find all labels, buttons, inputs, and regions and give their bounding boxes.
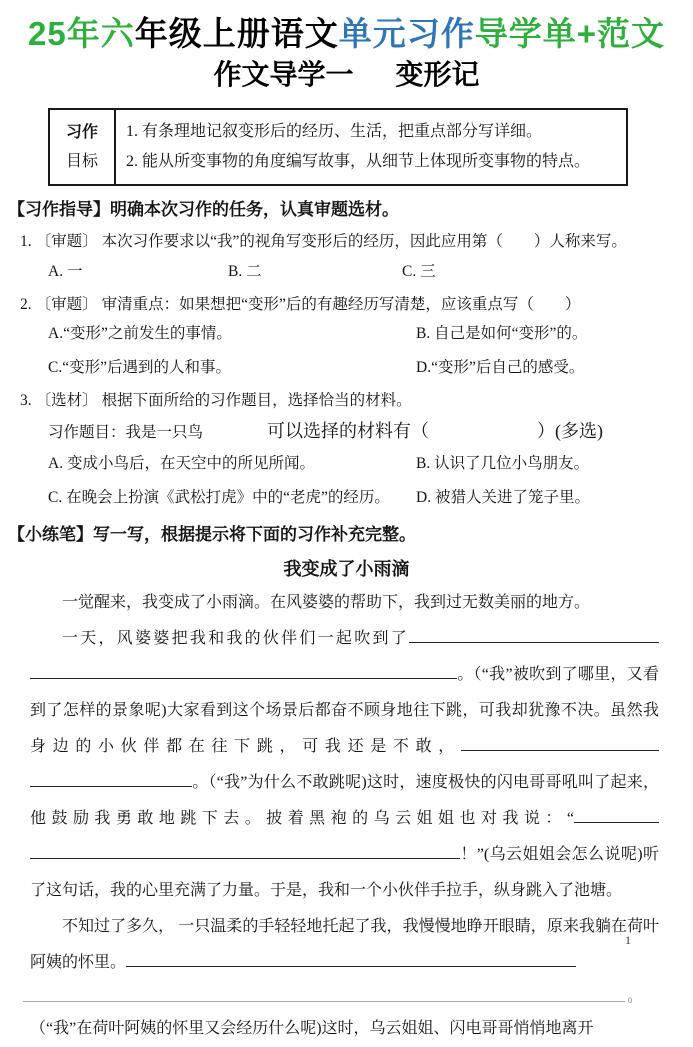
question-1 bbox=[20, 229, 685, 254]
q3-topic-line bbox=[48, 417, 685, 447]
goal-item: 2. 能从所变事物的角度编写故事，从细节上体现所变事物的特点。 bbox=[126, 153, 591, 170]
goal-label-line2: 目标 bbox=[65, 153, 98, 170]
q2-number: 2. bbox=[20, 296, 32, 313]
q3-option-b: B. 认识了几位小鸟朋友。 bbox=[416, 455, 590, 472]
q3-text: 根据下面所给的习作题目，选择恰当的材料。 bbox=[101, 392, 412, 409]
goal-table-body bbox=[116, 110, 626, 184]
blank-underline bbox=[30, 845, 460, 859]
q1-number: 1. bbox=[20, 233, 32, 250]
paragraph-text: ！”(乌云姐姐会怎么说呢)听了这句话，我的心里充满了力量。于是，我和一个小伙伴手拉手，纵身跳入了池塘。 bbox=[30, 846, 659, 899]
goal-table-label bbox=[50, 110, 116, 184]
section-heading-practice: 【小练笔】写一写，根据提示将下面的习作补充完整。 bbox=[8, 525, 416, 544]
essay-paragraph-1 bbox=[30, 585, 659, 621]
section-heading-guide: 【习作指导】明确本次习作的任务，认真审题选材。 bbox=[8, 200, 399, 219]
q3-choose-line: 可以选择的材料有（ ）(多选) bbox=[267, 421, 604, 441]
essay-paragraph-3 bbox=[30, 909, 659, 981]
q2-tag: 〔审题〕 bbox=[35, 296, 98, 313]
goal-table bbox=[48, 108, 628, 186]
question-2 bbox=[20, 292, 685, 317]
paragraph-text: （“我”在荷叶阿姨的怀里又会经历什么呢)这时，乌云姐姐、闪电哥哥悄悄地离开 bbox=[30, 1020, 594, 1037]
essay-title: 我变成了小雨滴 bbox=[283, 559, 410, 579]
blank-underline bbox=[409, 629, 659, 643]
q2-options bbox=[48, 321, 685, 381]
essay-paragraph-4 bbox=[30, 1011, 659, 1047]
q2-option-c: C.“变形”后遇到的人和事。 bbox=[48, 359, 231, 376]
title-segment: 25年六 bbox=[28, 15, 135, 52]
title-segment: 年级上册语文 bbox=[134, 15, 339, 52]
essay-body bbox=[30, 585, 659, 981]
blank-underline bbox=[126, 953, 576, 967]
goal-item: 1. 有条理地记叙变形后的经历、生活，把重点部分写详细。 bbox=[126, 123, 543, 140]
q2-option-d: D.“变形”后自己的感受。 bbox=[416, 359, 585, 376]
essay-continuation bbox=[30, 1011, 659, 1047]
q3-number: 3. bbox=[20, 392, 32, 409]
paragraph-text: 。（“我”为什么不敢跳呢)这时，速度极快的闪电哥哥吼叫了起来，他鼓励我勇敢地跳下去。披着黑袍的乌云姐姐也对我说：“ bbox=[30, 774, 659, 827]
paragraph-text: 。（“我”被吹到了哪里，又看到了怎样的景象呢)大家看到这个场景后都奋不顾身地往下跳，可我却犹豫不决。虽然我身边的小伙伴都在往下跳，可我还是不敢， bbox=[30, 666, 659, 755]
q2-option-a: A.“变形”之前发生的事情。 bbox=[48, 325, 232, 342]
page-title bbox=[8, 14, 685, 54]
divider-line bbox=[23, 997, 685, 1005]
q2-option-b: B. 自己是如何“变形”的。 bbox=[416, 325, 588, 342]
q2-text: 审清重点：如果想把“变形”后的有趣经历写清楚，应该重点写（ ） bbox=[101, 296, 581, 313]
q3-options bbox=[48, 451, 685, 511]
q3-option-d: D. 被猎人关进了笼子里。 bbox=[416, 489, 590, 506]
blank-underline bbox=[461, 737, 659, 751]
paragraph-text: 不知过了多久， 一只温柔的手轻轻地托起了我，我慢慢地睁开眼睛，原来我躺在荷叶阿姨的怀里。 bbox=[30, 918, 659, 971]
q1-options bbox=[48, 259, 685, 285]
q3-topic: 习作题目：我是一只鸟 bbox=[48, 424, 204, 441]
subtitle-right: 变形记 bbox=[395, 59, 480, 90]
paragraph-text: 一天，风婆婆把我和我的伙伴们一起吹到了 bbox=[62, 630, 409, 647]
blank-underline bbox=[574, 809, 659, 823]
divider-rule bbox=[23, 1001, 625, 1002]
paragraph-text: 一觉醒来，我变成了小雨滴。在风婆婆的帮助下，我到过无数美丽的地方。 bbox=[62, 594, 591, 611]
page-subtitle bbox=[8, 56, 685, 94]
title-segment: 导学单+范文 bbox=[474, 15, 665, 52]
blank-underline bbox=[30, 773, 192, 787]
page-number: 1 bbox=[625, 933, 631, 947]
q1-option-c: C. 三 bbox=[402, 263, 436, 280]
q1-tag: 〔审题〕 bbox=[35, 233, 98, 250]
goal-label-line1: 习作 bbox=[65, 124, 98, 141]
title-segment: 单元习作 bbox=[338, 15, 475, 52]
divider-footnote-mark: 0 bbox=[628, 996, 632, 1005]
question-3 bbox=[20, 388, 685, 413]
q3-option-c: C. 在晚会上扮演《武松打虎》中的“老虎”的经历。 bbox=[48, 489, 390, 506]
q1-option-b: B. 二 bbox=[228, 263, 262, 280]
essay-paragraph-2 bbox=[30, 621, 659, 909]
q3-option-a: A. 变成小鸟后，在天空中的所见所闻。 bbox=[48, 455, 315, 472]
subtitle-left: 作文导学一 bbox=[213, 59, 354, 90]
blank-underline bbox=[30, 665, 457, 679]
q3-tag: 〔选材〕 bbox=[35, 392, 98, 409]
q1-text: 本次习作要求以“我”的视角写变形后的经历，因此应用第（ ）人称来写。 bbox=[101, 233, 627, 250]
q1-option-a: A. 一 bbox=[48, 263, 83, 280]
